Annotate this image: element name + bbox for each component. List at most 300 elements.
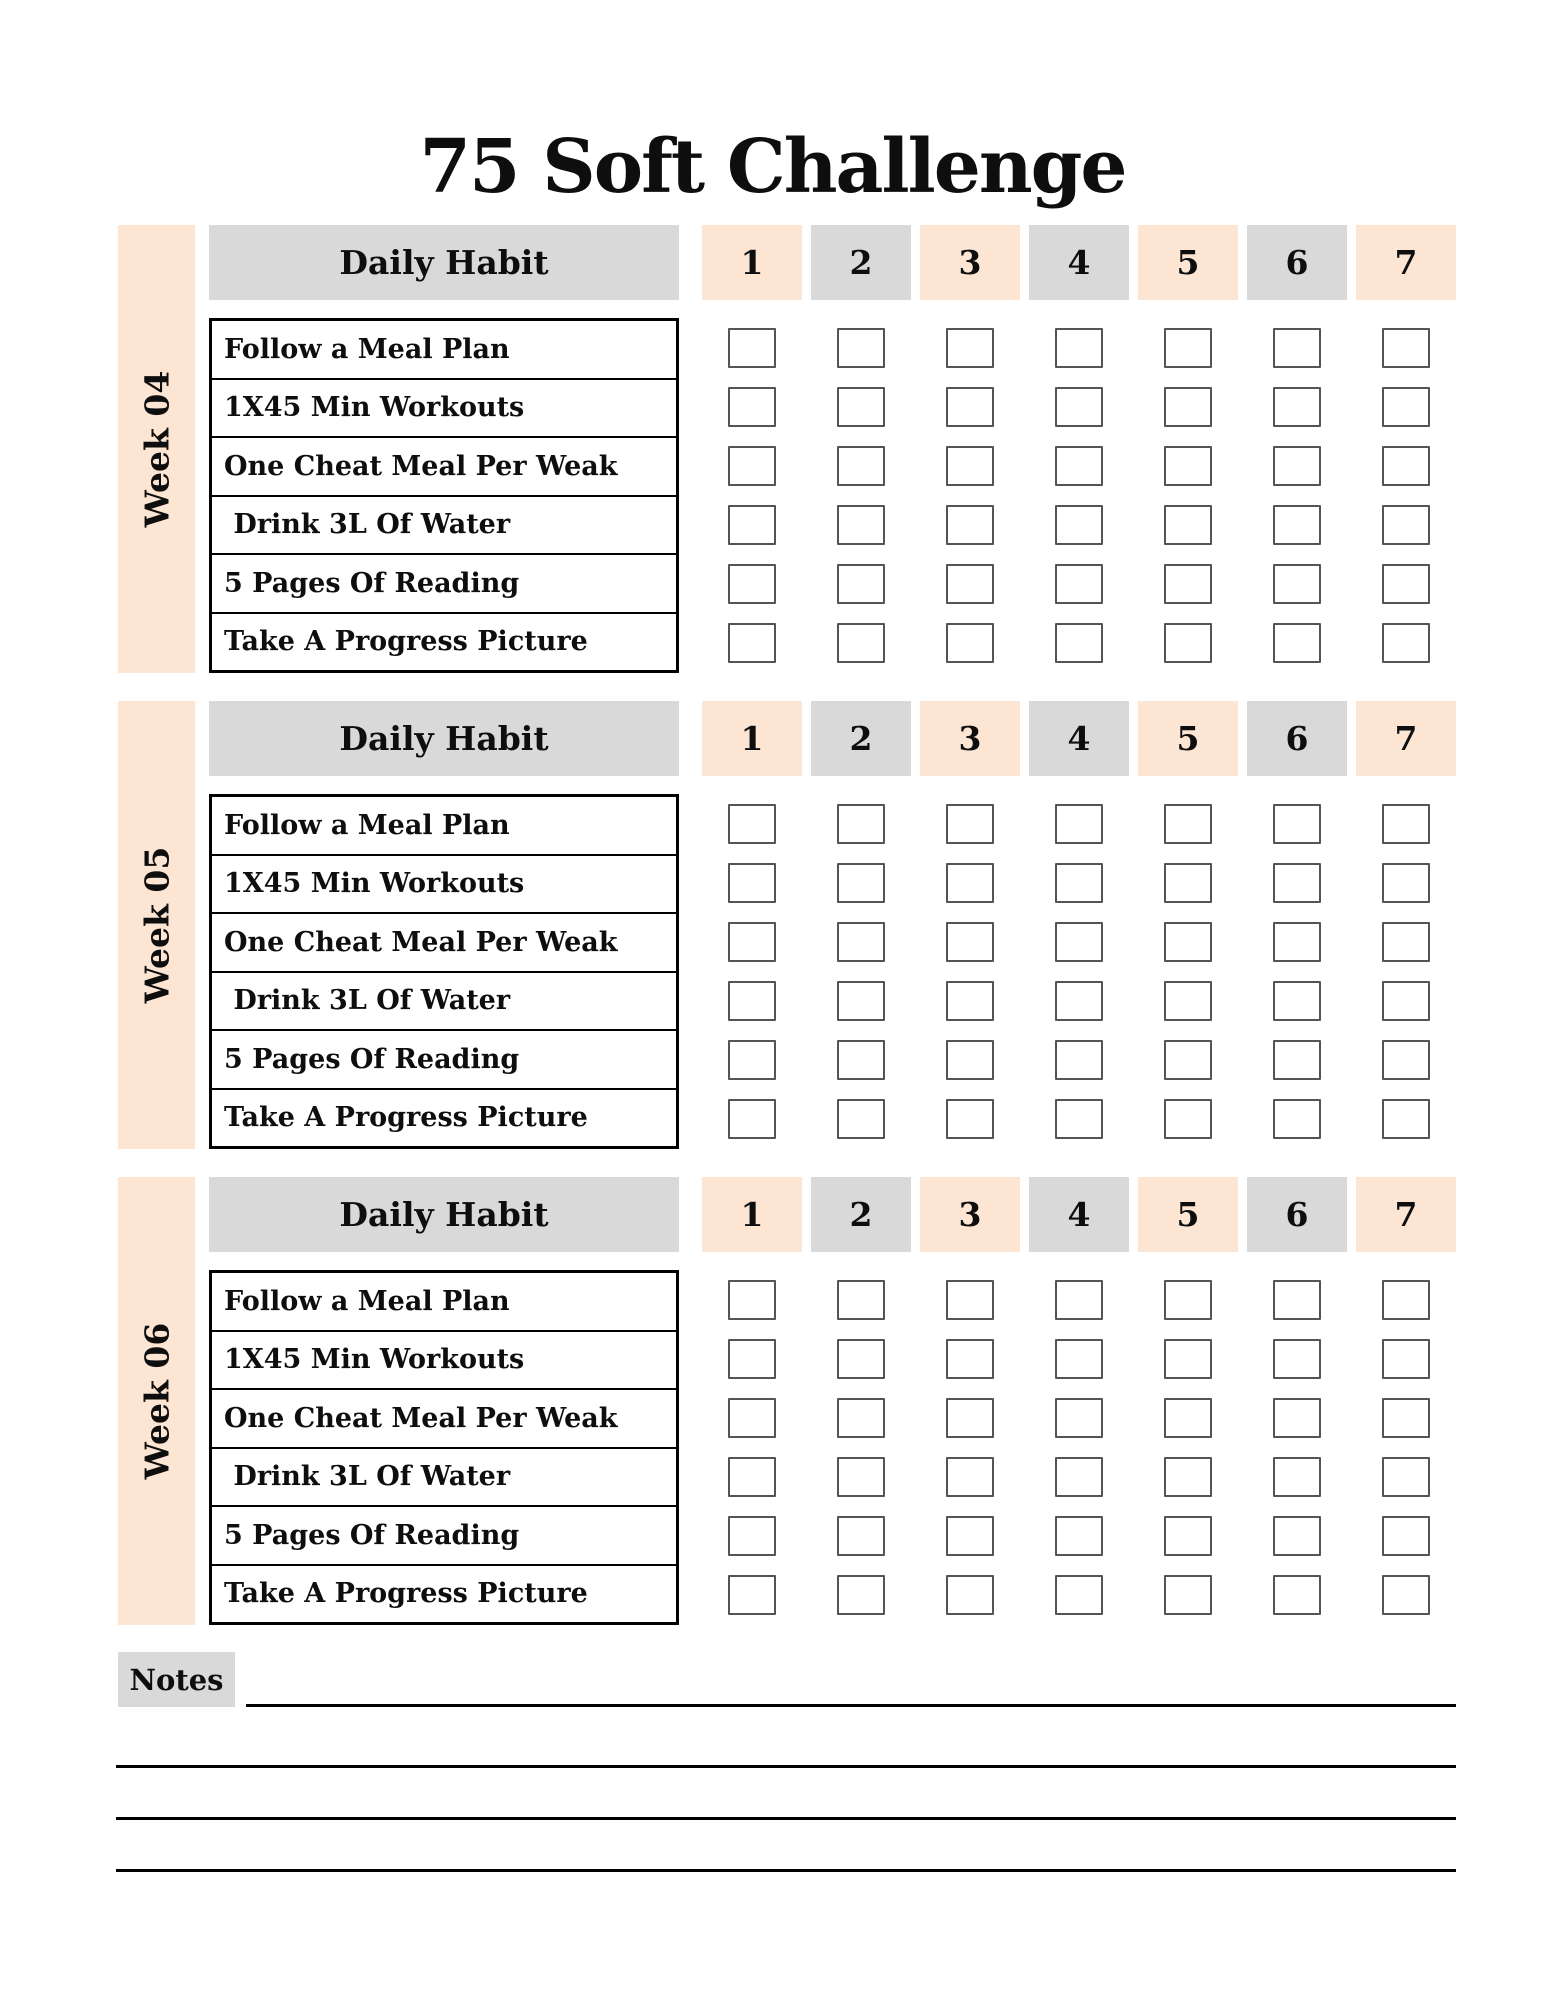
check-cell bbox=[1029, 1040, 1129, 1080]
habit-checkbox[interactable] bbox=[837, 1339, 885, 1379]
check-cell bbox=[702, 1457, 802, 1497]
check-cell bbox=[811, 1575, 911, 1615]
check-cell bbox=[702, 328, 802, 368]
check-cell bbox=[811, 1280, 911, 1320]
check-cell bbox=[920, 922, 1020, 962]
check-row bbox=[702, 1270, 1456, 1329]
habit-checkbox[interactable] bbox=[1382, 564, 1430, 604]
habit-checkbox[interactable] bbox=[1164, 328, 1212, 368]
habit-checkbox[interactable] bbox=[1382, 446, 1430, 486]
day-header-3: 3 bbox=[920, 701, 1020, 776]
notes-section bbox=[118, 1652, 1456, 1707]
check-row bbox=[702, 555, 1456, 614]
habit-label: Take A Progress Picture bbox=[224, 1578, 588, 1610]
habit-checkbox[interactable] bbox=[1055, 1457, 1103, 1497]
notes-line bbox=[246, 1652, 1456, 1707]
habit-checkbox[interactable] bbox=[946, 804, 994, 844]
habit-checkbox[interactable] bbox=[1055, 981, 1103, 1021]
habit-checkbox[interactable] bbox=[1164, 1339, 1212, 1379]
day-header-6: 6 bbox=[1247, 1177, 1347, 1252]
check-cell bbox=[1356, 1457, 1456, 1497]
habit-checkbox[interactable] bbox=[1273, 922, 1321, 962]
page-title: 75 Soft Challenge bbox=[419, 124, 1126, 210]
habit-checkbox[interactable] bbox=[1164, 1575, 1212, 1615]
check-cell bbox=[1138, 1575, 1238, 1615]
check-cell bbox=[1138, 1457, 1238, 1497]
check-cell bbox=[1138, 804, 1238, 844]
habit-checkbox[interactable] bbox=[1382, 922, 1430, 962]
check-cell bbox=[811, 505, 911, 545]
habit-checkbox[interactable] bbox=[946, 1516, 994, 1556]
check-row bbox=[702, 318, 1456, 377]
habit-checkbox[interactable] bbox=[1164, 804, 1212, 844]
week-content bbox=[209, 1177, 1456, 1625]
day-header-4: 4 bbox=[1029, 701, 1129, 776]
habit-checkbox[interactable] bbox=[1273, 1339, 1321, 1379]
check-cell bbox=[702, 1099, 802, 1139]
habit-checkbox[interactable] bbox=[1055, 922, 1103, 962]
habit-checkbox[interactable] bbox=[1382, 1516, 1430, 1556]
habit-checkbox[interactable] bbox=[1164, 922, 1212, 962]
check-cell bbox=[811, 623, 911, 663]
table-header-row bbox=[209, 701, 1456, 776]
check-cell bbox=[811, 328, 911, 368]
check-cell bbox=[1247, 623, 1347, 663]
check-cell bbox=[1247, 1280, 1347, 1320]
habit-label: 1X45 Min Workouts bbox=[212, 856, 676, 915]
check-cell bbox=[1138, 1398, 1238, 1438]
habit-checkbox[interactable] bbox=[728, 863, 776, 903]
habit-checkbox[interactable] bbox=[946, 446, 994, 486]
check-cell bbox=[702, 863, 802, 903]
day-headers bbox=[702, 701, 1456, 776]
day-header-7: 7 bbox=[1356, 225, 1456, 300]
check-cell bbox=[1029, 1280, 1129, 1320]
habit-checkbox[interactable] bbox=[728, 1339, 776, 1379]
check-cell bbox=[1138, 505, 1238, 545]
check-row bbox=[702, 1329, 1456, 1388]
habit-checkbox[interactable] bbox=[946, 1099, 994, 1139]
day-header-6: 6 bbox=[1247, 701, 1347, 776]
check-cell bbox=[920, 564, 1020, 604]
check-cell bbox=[920, 505, 1020, 545]
habit-checkbox[interactable] bbox=[1273, 1040, 1321, 1080]
habit-checkbox[interactable] bbox=[946, 863, 994, 903]
habit-checkbox[interactable] bbox=[1382, 804, 1430, 844]
habit-checkbox[interactable] bbox=[1055, 387, 1103, 427]
habit-label: 5 Pages Of Reading bbox=[212, 1507, 676, 1566]
check-cell bbox=[920, 1575, 1020, 1615]
day-header-3: 3 bbox=[920, 225, 1020, 300]
check-cell bbox=[1029, 387, 1129, 427]
habit-checkbox[interactable] bbox=[1273, 1280, 1321, 1320]
habit-checkbox[interactable] bbox=[728, 1575, 776, 1615]
habit-checkbox[interactable] bbox=[1055, 1516, 1103, 1556]
check-cell bbox=[811, 1398, 911, 1438]
habit-label: Follow a Meal Plan bbox=[212, 1273, 676, 1332]
habit-checkbox[interactable] bbox=[1164, 564, 1212, 604]
habit-checkbox[interactable] bbox=[837, 1099, 885, 1139]
habit-checkbox[interactable] bbox=[728, 505, 776, 545]
check-cell bbox=[1029, 446, 1129, 486]
daily-habit-header: Daily Habit bbox=[209, 701, 679, 776]
table-header-row bbox=[209, 225, 1456, 300]
check-cell bbox=[702, 922, 802, 962]
check-cell bbox=[1356, 804, 1456, 844]
habit-checkbox[interactable] bbox=[728, 1457, 776, 1497]
check-cell bbox=[1138, 863, 1238, 903]
habit-label: Drink 3L Of Water bbox=[212, 497, 676, 556]
habit-checkbox[interactable] bbox=[1164, 1040, 1212, 1080]
habit-checkbox[interactable] bbox=[1273, 564, 1321, 604]
habit-checkbox[interactable] bbox=[837, 446, 885, 486]
check-cell bbox=[1029, 804, 1129, 844]
habit-checkbox[interactable] bbox=[1164, 446, 1212, 486]
check-cell bbox=[920, 1516, 1020, 1556]
check-cell bbox=[920, 981, 1020, 1021]
daily-habit-header: Daily Habit bbox=[209, 1177, 679, 1252]
check-cell bbox=[811, 1040, 911, 1080]
habit-checkbox[interactable] bbox=[1273, 981, 1321, 1021]
habit-checkbox[interactable] bbox=[1055, 1398, 1103, 1438]
habit-checkbox[interactable] bbox=[946, 1575, 994, 1615]
habit-checkbox[interactable] bbox=[837, 922, 885, 962]
habit-checkbox[interactable] bbox=[1382, 1280, 1430, 1320]
habit-label: Take A Progress Picture bbox=[224, 1102, 588, 1134]
habit-checkbox[interactable] bbox=[1273, 1516, 1321, 1556]
check-cell bbox=[1356, 623, 1456, 663]
habit-checkbox[interactable] bbox=[837, 1040, 885, 1080]
habit-checkbox[interactable] bbox=[728, 564, 776, 604]
habit-checkbox[interactable] bbox=[946, 1339, 994, 1379]
habit-checkbox[interactable] bbox=[1055, 446, 1103, 486]
habit-checkbox[interactable] bbox=[1273, 387, 1321, 427]
check-row bbox=[702, 377, 1456, 436]
check-cell bbox=[1029, 1398, 1129, 1438]
table-body-row bbox=[209, 794, 1456, 1149]
habit-checkbox[interactable] bbox=[1055, 1575, 1103, 1615]
check-cell bbox=[1247, 564, 1347, 604]
notes-line bbox=[116, 1765, 1456, 1768]
check-cell bbox=[811, 1457, 911, 1497]
habit-checkbox[interactable] bbox=[1164, 1457, 1212, 1497]
habit-checkbox[interactable] bbox=[728, 1040, 776, 1080]
habit-checkbox[interactable] bbox=[837, 387, 885, 427]
check-cell bbox=[1138, 446, 1238, 486]
habit-table bbox=[209, 794, 679, 1149]
habit-checkbox[interactable] bbox=[1382, 328, 1430, 368]
check-cell bbox=[1247, 1339, 1347, 1379]
check-cell bbox=[811, 1339, 911, 1379]
check-cell bbox=[1356, 387, 1456, 427]
habit-checkbox[interactable] bbox=[1164, 1398, 1212, 1438]
checkbox-grid bbox=[702, 1270, 1456, 1625]
check-cell bbox=[1247, 804, 1347, 844]
check-cell bbox=[702, 1339, 802, 1379]
habit-label: 5 Pages Of Reading bbox=[212, 1031, 676, 1090]
check-cell bbox=[1247, 1575, 1347, 1615]
habit-checkbox[interactable] bbox=[946, 1040, 994, 1080]
check-cell bbox=[920, 863, 1020, 903]
habit-checkbox[interactable] bbox=[1164, 1099, 1212, 1139]
habit-checkbox[interactable] bbox=[1273, 446, 1321, 486]
habit-checkbox[interactable] bbox=[728, 922, 776, 962]
check-cell bbox=[811, 804, 911, 844]
habit-checkbox[interactable] bbox=[1055, 328, 1103, 368]
habit-label: 1X45 Min Workouts bbox=[212, 1332, 676, 1391]
check-cell bbox=[1356, 1099, 1456, 1139]
habit-checkbox[interactable] bbox=[728, 981, 776, 1021]
habit-checkbox[interactable] bbox=[728, 1516, 776, 1556]
check-cell bbox=[811, 863, 911, 903]
check-cell bbox=[1029, 328, 1129, 368]
day-header-5: 5 bbox=[1138, 1177, 1238, 1252]
habit-checkbox[interactable] bbox=[837, 1398, 885, 1438]
check-cell bbox=[1029, 1516, 1129, 1556]
habit-checkbox[interactable] bbox=[728, 623, 776, 663]
habit-label: One Cheat Meal Per Weak bbox=[212, 914, 676, 973]
habit-checkbox[interactable] bbox=[1164, 505, 1212, 545]
check-cell bbox=[920, 446, 1020, 486]
habit-label: Drink 3L Of Water bbox=[212, 1449, 676, 1508]
check-row bbox=[702, 1388, 1456, 1447]
check-cell bbox=[1247, 863, 1347, 903]
week-section-04 bbox=[118, 225, 1456, 673]
check-cell bbox=[811, 1516, 911, 1556]
habit-checkbox[interactable] bbox=[946, 505, 994, 545]
habit-checkbox[interactable] bbox=[1164, 981, 1212, 1021]
habit-checkbox[interactable] bbox=[1382, 387, 1430, 427]
notes-line bbox=[116, 1817, 1456, 1820]
check-cell bbox=[1356, 564, 1456, 604]
habit-checkbox[interactable] bbox=[1164, 863, 1212, 903]
check-cell bbox=[1247, 1516, 1347, 1556]
habit-checkbox[interactable] bbox=[946, 564, 994, 604]
habit-checkbox[interactable] bbox=[1273, 863, 1321, 903]
habit-checkbox[interactable] bbox=[837, 1516, 885, 1556]
habit-checkbox[interactable] bbox=[1382, 1040, 1430, 1080]
check-cell bbox=[811, 922, 911, 962]
habit-checkbox[interactable] bbox=[1382, 505, 1430, 545]
check-cell bbox=[1138, 1516, 1238, 1556]
habit-checkbox[interactable] bbox=[946, 1280, 994, 1320]
check-cell bbox=[920, 1339, 1020, 1379]
check-row bbox=[702, 1566, 1456, 1625]
check-row bbox=[702, 794, 1456, 853]
check-cell bbox=[1356, 1280, 1456, 1320]
day-header-7: 7 bbox=[1356, 701, 1456, 776]
daily-habit-header: Daily Habit bbox=[209, 225, 679, 300]
check-cell bbox=[702, 623, 802, 663]
notes-line bbox=[116, 1869, 1456, 1872]
check-row bbox=[702, 436, 1456, 495]
habit-checkbox[interactable] bbox=[728, 387, 776, 427]
habit-checkbox[interactable] bbox=[1273, 1099, 1321, 1139]
check-row bbox=[702, 1031, 1456, 1090]
habit-checkbox[interactable] bbox=[837, 1575, 885, 1615]
check-cell bbox=[1356, 505, 1456, 545]
check-cell bbox=[811, 1099, 911, 1139]
habit-checkbox[interactable] bbox=[1382, 1457, 1430, 1497]
habit-label: Follow a Meal Plan bbox=[212, 321, 676, 380]
check-cell bbox=[1356, 1398, 1456, 1438]
check-cell bbox=[1029, 505, 1129, 545]
habit-checkbox[interactable] bbox=[1382, 863, 1430, 903]
check-cell bbox=[1029, 564, 1129, 604]
habit-checkbox[interactable] bbox=[1055, 505, 1103, 545]
habit-checkbox[interactable] bbox=[1273, 1398, 1321, 1438]
habit-checkbox[interactable] bbox=[1273, 804, 1321, 844]
day-header-4: 4 bbox=[1029, 1177, 1129, 1252]
day-header-5: 5 bbox=[1138, 225, 1238, 300]
habit-checkbox[interactable] bbox=[837, 623, 885, 663]
day-header-2: 2 bbox=[811, 701, 911, 776]
habit-checkbox[interactable] bbox=[1164, 387, 1212, 427]
check-cell bbox=[1247, 922, 1347, 962]
habit-checkbox[interactable] bbox=[837, 505, 885, 545]
check-cell bbox=[702, 1516, 802, 1556]
habit-checkbox[interactable] bbox=[728, 804, 776, 844]
check-cell bbox=[702, 804, 802, 844]
habit-label: One Cheat Meal Per Weak bbox=[212, 1390, 676, 1449]
checkbox-grid bbox=[702, 794, 1456, 1149]
habit-checkbox[interactable] bbox=[1273, 1575, 1321, 1615]
habit-checkbox[interactable] bbox=[946, 1398, 994, 1438]
habit-label: 5 Pages Of Reading bbox=[212, 555, 676, 614]
check-row bbox=[702, 853, 1456, 912]
day-header-4: 4 bbox=[1029, 225, 1129, 300]
habit-checkbox[interactable] bbox=[1164, 1516, 1212, 1556]
check-row bbox=[702, 972, 1456, 1031]
habit-checkbox[interactable] bbox=[837, 804, 885, 844]
day-header-1: 1 bbox=[702, 1177, 802, 1252]
habit-checkbox[interactable] bbox=[946, 387, 994, 427]
habit-checkbox[interactable] bbox=[1273, 1457, 1321, 1497]
week-content bbox=[209, 225, 1456, 673]
check-cell bbox=[920, 1457, 1020, 1497]
habit-checkbox[interactable] bbox=[1055, 804, 1103, 844]
week-label: Week 05 bbox=[137, 846, 176, 1004]
check-cell bbox=[1247, 1457, 1347, 1497]
habit-checkbox[interactable] bbox=[728, 1099, 776, 1139]
check-row bbox=[702, 496, 1456, 555]
check-cell bbox=[920, 804, 1020, 844]
day-header-1: 1 bbox=[702, 701, 802, 776]
check-cell bbox=[1247, 1040, 1347, 1080]
habit-checkbox[interactable] bbox=[1164, 623, 1212, 663]
check-cell bbox=[1247, 1099, 1347, 1139]
weeks-container bbox=[118, 225, 1456, 1653]
habit-checkbox[interactable] bbox=[837, 863, 885, 903]
habit-checkbox[interactable] bbox=[1055, 623, 1103, 663]
checkbox-grid bbox=[702, 318, 1456, 673]
check-row bbox=[702, 614, 1456, 673]
habit-table bbox=[209, 1270, 679, 1625]
week-section-05 bbox=[118, 701, 1456, 1149]
day-headers bbox=[702, 1177, 1456, 1252]
habit-checkbox[interactable] bbox=[728, 446, 776, 486]
habit-checkbox[interactable] bbox=[837, 1457, 885, 1497]
habit-checkbox[interactable] bbox=[837, 564, 885, 604]
habit-checkbox[interactable] bbox=[1273, 505, 1321, 545]
habit-checkbox[interactable] bbox=[837, 1280, 885, 1320]
habit-label: Follow a Meal Plan bbox=[212, 797, 676, 856]
check-cell bbox=[1138, 922, 1238, 962]
week-section-06 bbox=[118, 1177, 1456, 1625]
check-cell bbox=[1247, 387, 1347, 427]
check-cell bbox=[1247, 446, 1347, 486]
habit-checkbox[interactable] bbox=[1164, 1280, 1212, 1320]
day-header-5: 5 bbox=[1138, 701, 1238, 776]
check-cell bbox=[1138, 1099, 1238, 1139]
table-header-row bbox=[209, 1177, 1456, 1252]
habit-checkbox[interactable] bbox=[728, 1280, 776, 1320]
habit-checkbox[interactable] bbox=[837, 328, 885, 368]
habit-checkbox[interactable] bbox=[1382, 1099, 1430, 1139]
habit-checkbox[interactable] bbox=[946, 623, 994, 663]
habit-checkbox[interactable] bbox=[728, 1398, 776, 1438]
week-sidebar bbox=[118, 1177, 195, 1625]
check-cell bbox=[920, 1040, 1020, 1080]
check-cell bbox=[811, 564, 911, 604]
habit-checkbox[interactable] bbox=[837, 981, 885, 1021]
habit-checkbox[interactable] bbox=[1382, 1398, 1430, 1438]
table-body-row bbox=[209, 1270, 1456, 1625]
habit-checkbox[interactable] bbox=[946, 922, 994, 962]
habit-checkbox[interactable] bbox=[728, 328, 776, 368]
habit-checkbox[interactable] bbox=[1382, 1339, 1430, 1379]
day-headers bbox=[702, 225, 1456, 300]
check-cell bbox=[920, 328, 1020, 368]
habit-checkbox[interactable] bbox=[1382, 623, 1430, 663]
check-cell bbox=[1356, 1575, 1456, 1615]
check-cell bbox=[1138, 387, 1238, 427]
habit-checkbox[interactable] bbox=[946, 1457, 994, 1497]
check-cell bbox=[702, 981, 802, 1021]
habit-checkbox[interactable] bbox=[946, 981, 994, 1021]
check-cell bbox=[1138, 1339, 1238, 1379]
check-cell bbox=[702, 1040, 802, 1080]
check-cell bbox=[920, 1398, 1020, 1438]
check-cell bbox=[1029, 1457, 1129, 1497]
check-cell bbox=[811, 981, 911, 1021]
habit-checkbox[interactable] bbox=[1055, 1040, 1103, 1080]
habit-checkbox[interactable] bbox=[1273, 328, 1321, 368]
check-cell bbox=[1029, 1099, 1129, 1139]
check-cell bbox=[1247, 328, 1347, 368]
habit-checkbox[interactable] bbox=[1055, 564, 1103, 604]
habit-checkbox[interactable] bbox=[1055, 1099, 1103, 1139]
check-cell bbox=[1029, 863, 1129, 903]
check-cell bbox=[1356, 1339, 1456, 1379]
habit-checkbox[interactable] bbox=[1382, 1575, 1430, 1615]
habit-table bbox=[209, 318, 679, 673]
check-cell bbox=[1247, 981, 1347, 1021]
habit-checkbox[interactable] bbox=[1382, 981, 1430, 1021]
habit-checkbox[interactable] bbox=[1055, 1339, 1103, 1379]
day-header-7: 7 bbox=[1356, 1177, 1456, 1252]
habit-checkbox[interactable] bbox=[1055, 863, 1103, 903]
check-cell bbox=[1029, 981, 1129, 1021]
check-cell bbox=[1138, 328, 1238, 368]
check-cell bbox=[1138, 1280, 1238, 1320]
habit-checkbox[interactable] bbox=[1273, 623, 1321, 663]
check-cell bbox=[702, 387, 802, 427]
habit-checkbox[interactable] bbox=[946, 328, 994, 368]
check-row bbox=[702, 1507, 1456, 1566]
habit-checkbox[interactable] bbox=[1055, 1280, 1103, 1320]
habit-label: 1X45 Min Workouts bbox=[212, 380, 676, 439]
